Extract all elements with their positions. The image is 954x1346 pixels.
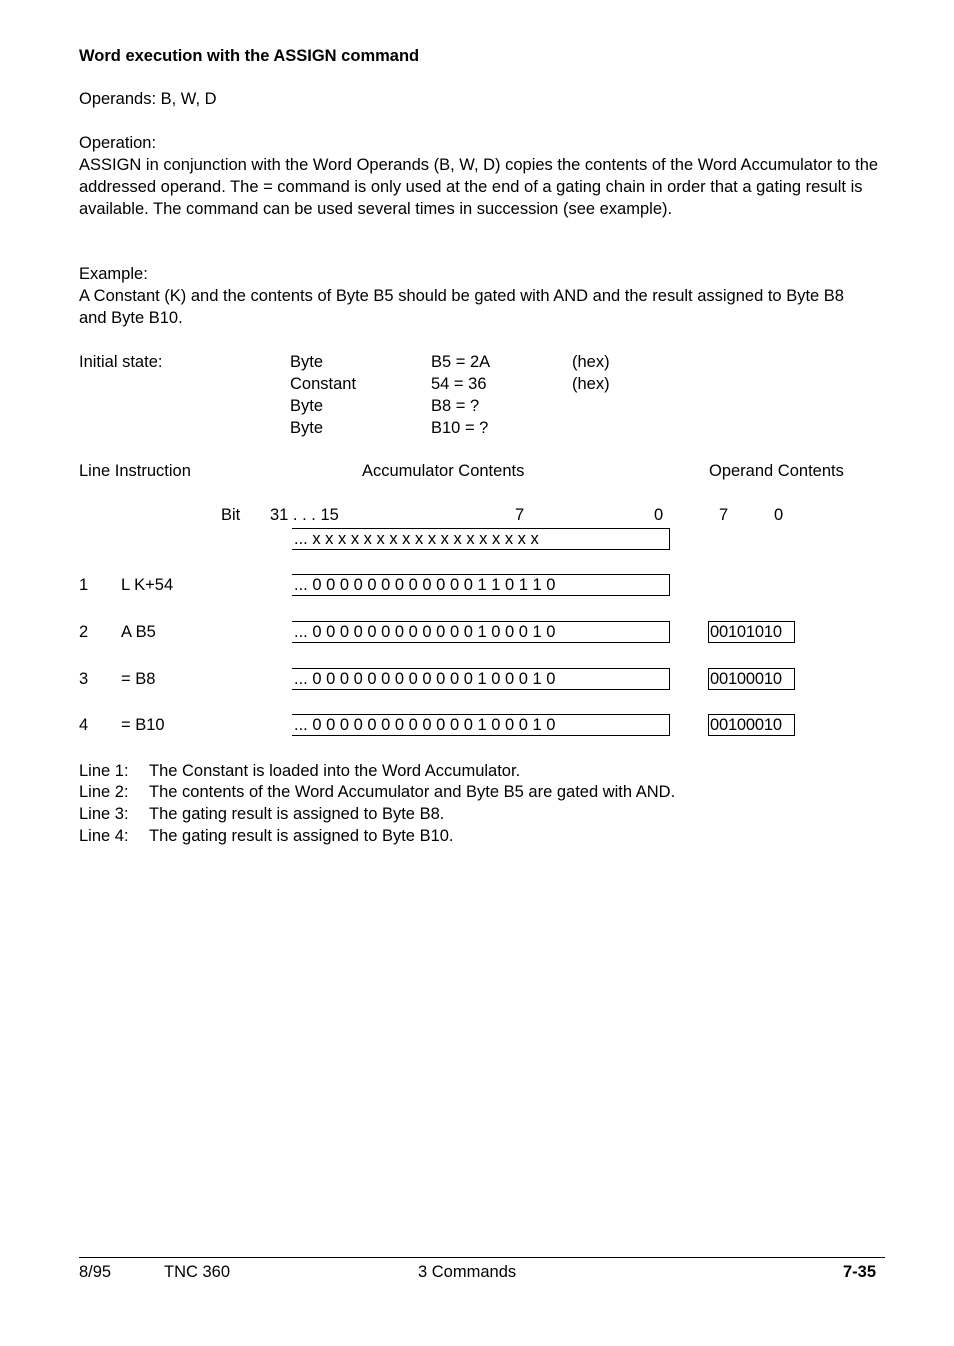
bit-markers-high: 31 . . . 15 [270,506,339,524]
initial-state-note: (hex) [572,375,610,393]
footer-product: TNC 360 [164,1263,231,1281]
operand-contents: 00100010 [710,716,782,734]
bit-marker-7: 7 [515,506,525,524]
accumulator-contents: ... 0 0 0 0 0 0 0 0 0 0 0 0 1 0 0 0 1 0 [294,716,556,734]
note-label: Line 2: [79,783,129,801]
operation-text: ASSIGN in conjunction with the Word Operands (B, W, D) copies the contents of the Word Accumulator to the addressed operand. The = command is only used at the end of a gating chain in order that a gating result is available. The command can be used several times in succession (see example). [79,156,879,218]
note-label: Line 4: [79,827,129,845]
note-label: Line 1: [79,762,129,780]
operand-bit-marker-7: 7 [719,506,729,524]
note-text: The gating result is assigned to Byte B8. [149,805,445,823]
initial-state-value: B8 = ? [431,397,480,415]
accumulator-contents: ... 0 0 0 0 0 0 0 0 0 0 0 0 1 0 0 0 1 0 [294,670,556,688]
note-label: Line 3: [79,805,129,823]
initial-state-type: Byte [290,419,324,437]
note-text: The Constant is loaded into the Word Accumulator. [149,762,521,780]
row-line-number: 4 [79,716,89,734]
footer-page-number: 7-35 [843,1263,877,1281]
initial-state-type: Constant [290,375,357,393]
row-instruction: L K+54 [121,576,174,594]
row-line-number: 2 [79,623,89,641]
operand-bit-marker-0: 0 [774,506,784,524]
footer-section: 3 Commands [418,1263,517,1281]
example-text: A Constant (K) and the contents of Byte B5 should be gated with AND and the result assigned to Byte B8 and Byte B10. [79,287,844,327]
bit-pattern: ... x x x x x x x x x x x x x x x x x x [294,530,539,548]
initial-state-label: Initial state: [79,353,163,371]
footer-divider [79,1257,885,1258]
col-header-operand: Operand Contents [709,462,844,480]
initial-state-note: (hex) [572,353,610,371]
initial-state-value: B5 = 2A [431,353,491,371]
operation-label: Operation: [79,134,157,152]
row-line-number: 1 [79,576,89,594]
row-line-number: 3 [79,670,89,688]
operands-line: Operands: B, W, D [79,90,217,108]
initial-state-type: Byte [290,397,324,415]
accumulator-contents: ... 0 0 0 0 0 0 0 0 0 0 0 0 1 0 0 0 1 0 [294,623,556,641]
footer-date: 8/95 [79,1263,112,1281]
initial-state-value: 54 = 36 [431,375,487,393]
example-label: Example: [79,265,148,283]
bit-marker-0: 0 [654,506,664,524]
operand-contents: 00101010 [710,623,782,641]
note-text: The contents of the Word Accumulator and Byte B5 are gated with AND. [149,783,676,801]
note-text: The gating result is assigned to Byte B10. [149,827,454,845]
col-header-accumulator: Accumulator Contents [362,462,525,480]
accumulator-contents: ... 0 0 0 0 0 0 0 0 0 0 0 0 1 1 0 1 1 0 [294,576,556,594]
bit-label: Bit [221,506,241,524]
row-instruction: = B10 [121,716,165,734]
row-instruction: A B5 [121,623,156,641]
page-title: Word execution with the ASSIGN command [79,47,420,65]
initial-state-value: B10 = ? [431,419,489,437]
col-header-line-instruction: Line Instruction [79,462,191,480]
operand-contents: 00100010 [710,670,782,688]
row-instruction: = B8 [121,670,156,688]
initial-state-type: Byte [290,353,324,371]
